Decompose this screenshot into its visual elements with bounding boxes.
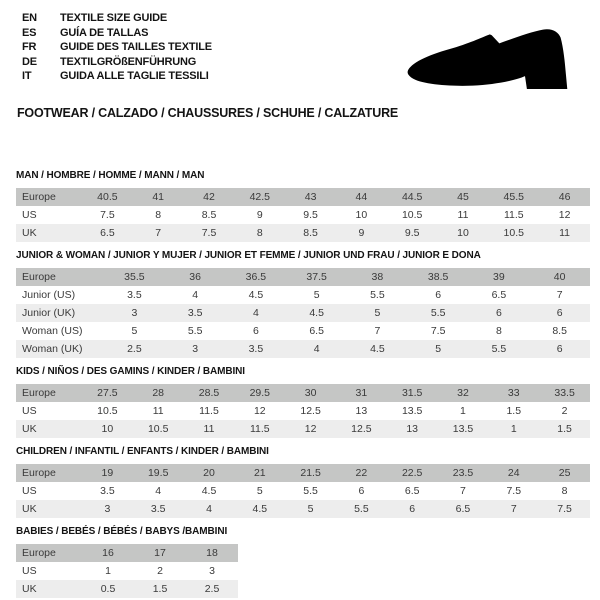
size-cell: 17 [134,544,186,562]
size-cell: 22.5 [387,464,438,482]
size-cell: 7.5 [488,482,539,500]
size-cell: 10 [82,420,133,438]
table-row [16,340,590,358]
size-cell: 2.5 [186,580,238,598]
size-cell: 6.5 [469,286,530,304]
size-cell: 6.5 [82,224,133,242]
size-cell: 28.5 [184,384,235,402]
size-cell: 8.5 [529,322,590,340]
size-cell: 6.5 [387,482,438,500]
size-cell: 21.5 [285,464,336,482]
size-cell: 4.5 [347,340,408,358]
size-cell: 19.5 [133,464,184,482]
size-cell: 13.5 [438,420,489,438]
size-cell: 10.5 [488,224,539,242]
size-cell: 4 [226,304,287,322]
size-cell: 1 [488,420,539,438]
size-cell: 36 [165,268,226,286]
size-cell: 20 [184,464,235,482]
size-cell: 18 [186,544,238,562]
row-label: Junior (UK) [16,304,104,322]
row-label: US [16,402,82,420]
size-cell: 25 [539,464,590,482]
size-cell: 27.5 [82,384,133,402]
language-code: EN [22,12,37,25]
size-cell: 5 [104,322,165,340]
row-label: Woman (UK) [16,340,104,358]
size-cell: 3 [165,340,226,358]
size-cell: 44.5 [387,188,438,206]
size-cell: 8 [234,224,285,242]
section-title: MAN / HOMBRE / HOMME / MANN / MAN [16,170,205,181]
row-label: Europe [16,544,82,562]
size-cell: 11 [438,206,489,224]
size-cell: 5 [408,340,469,358]
size-cell: 11.5 [184,402,235,420]
size-cell: 4 [165,286,226,304]
shoe-icon [392,14,582,106]
row-label: UK [16,500,82,518]
size-cell: 1 [82,562,134,580]
section-title: CHILDREN / INFANTIL / ENFANTS / KINDER / BAMBINI [16,446,269,457]
language-title: TEXTILGRÖßENFÜHRUNG [60,55,197,68]
size-cell: 12.5 [336,420,387,438]
size-cell: 42.5 [234,188,285,206]
size-cell: 6 [469,304,530,322]
junior-woman-size-table [16,268,590,358]
row-label: Europe [16,464,82,482]
size-cell: 10.5 [82,402,133,420]
section-title: KIDS / NIÑOS / DES GAMINS / KINDER / BAMBINI [16,366,245,377]
size-cell: 5.5 [408,304,469,322]
man-size-table [16,188,590,242]
size-cell: 33.5 [539,384,590,402]
row-label: UK [16,580,82,598]
size-cell: 3.5 [133,500,184,518]
row-label: UK [16,224,82,242]
table-row [16,562,238,580]
size-cell: 6 [336,482,387,500]
size-cell: 3.5 [82,482,133,500]
size-cell: 46 [539,188,590,206]
size-cell: 5.5 [336,500,387,518]
size-cell: 5.5 [285,482,336,500]
size-cell: 3 [186,562,238,580]
table-row [16,286,590,304]
size-cell: 7 [529,286,590,304]
language-title: GUIDE DES TAILLES TEXTILE [60,41,212,54]
size-cell: 32 [438,384,489,402]
size-cell: 9 [234,206,285,224]
size-cell: 5 [347,304,408,322]
table-row [16,206,590,224]
kids-size-table-section [16,366,590,438]
size-cell: 28 [133,384,184,402]
children-size-table-section [16,446,590,518]
size-cell: 4.5 [184,482,235,500]
size-cell: 8 [469,322,530,340]
language-row-es [22,26,212,41]
table-row [16,544,238,562]
size-cell: 40.5 [82,188,133,206]
size-cell: 8.5 [285,224,336,242]
table-row [16,188,590,206]
row-label: Woman (US) [16,322,104,340]
size-cell: 38 [347,268,408,286]
size-cell: 31.5 [387,384,438,402]
table-row [16,580,238,598]
size-cell: 4.5 [234,500,285,518]
row-label: Europe [16,384,82,402]
table-row [16,384,590,402]
size-cell: 11 [133,402,184,420]
language-row-de [22,55,212,70]
babies-size-table [16,544,238,598]
size-cell: 33 [488,384,539,402]
size-cell: 11 [539,224,590,242]
language-title: TEXTILE SIZE GUIDE [60,12,168,25]
size-cell: 11.5 [488,206,539,224]
size-cell: 5 [234,482,285,500]
section-title: BABIES / BEBÉS / BÉBÉS / BABYS /BAMBINI [16,526,228,537]
row-label: US [16,482,82,500]
size-cell: 12.5 [285,402,336,420]
size-cell: 1.5 [134,580,186,598]
language-row-it [22,69,212,84]
language-title: GUÍA DE TALLAS [60,26,149,39]
table-row [16,420,590,438]
size-cell: 38.5 [408,268,469,286]
row-label: US [16,206,82,224]
language-row-en [22,11,212,26]
row-label: Europe [16,188,82,206]
size-cell: 16 [82,544,134,562]
size-cell: 10.5 [133,420,184,438]
size-cell: 1.5 [488,402,539,420]
size-cell: 7.5 [184,224,235,242]
footwear-category-title: FOOTWEAR / CALZADO / CHAUSSURES / SCHUHE / CALZATURE [17,106,399,120]
size-cell: 6 [529,304,590,322]
table-row [16,482,590,500]
size-tables [16,170,590,598]
language-header [22,11,212,84]
size-cell: 44 [336,188,387,206]
size-cell: 3.5 [104,286,165,304]
size-cell: 24 [488,464,539,482]
size-cell: 39 [469,268,530,286]
size-cell: 3.5 [226,340,287,358]
language-title: GUIDA ALLE TAGLIE TESSILI [60,70,209,83]
size-cell: 7.5 [539,500,590,518]
size-cell: 6 [408,286,469,304]
size-cell: 5.5 [165,322,226,340]
row-label: Europe [16,268,104,286]
size-cell: 13 [387,420,438,438]
size-cell: 5 [285,500,336,518]
table-row [16,268,590,286]
size-cell: 6 [226,322,287,340]
size-cell: 36.5 [226,268,287,286]
size-cell: 10 [438,224,489,242]
size-cell: 8.5 [184,206,235,224]
size-cell: 1.5 [539,420,590,438]
size-cell: 30 [285,384,336,402]
size-cell: 6.5 [286,322,347,340]
language-code: FR [22,41,37,54]
size-cell: 6.5 [438,500,489,518]
kids-size-table [16,384,590,438]
row-label: UK [16,420,82,438]
size-cell: 10 [336,206,387,224]
size-cell: 7 [133,224,184,242]
size-cell: 40 [529,268,590,286]
size-cell: 41 [133,188,184,206]
size-cell: 7.5 [408,322,469,340]
size-cell: 43 [285,188,336,206]
size-cell: 4 [286,340,347,358]
size-cell: 6 [529,340,590,358]
size-cell: 35.5 [104,268,165,286]
size-cell: 12 [285,420,336,438]
size-cell: 4.5 [286,304,347,322]
language-code: ES [22,26,37,39]
man-size-table-section [16,170,590,242]
size-cell: 5.5 [469,340,530,358]
size-cell: 7 [438,482,489,500]
size-cell: 2.5 [104,340,165,358]
size-cell: 9.5 [387,224,438,242]
size-cell: 29.5 [234,384,285,402]
size-cell: 45.5 [488,188,539,206]
size-cell: 12 [539,206,590,224]
size-cell: 12 [234,402,285,420]
junior-woman-size-table-section [16,250,590,358]
size-cell: 0.5 [82,580,134,598]
size-cell: 6 [387,500,438,518]
table-row [16,500,590,518]
size-cell: 4 [133,482,184,500]
table-row [16,402,590,420]
size-cell: 3 [82,500,133,518]
size-cell: 13 [336,402,387,420]
size-cell: 1 [438,402,489,420]
size-cell: 8 [133,206,184,224]
language-row-fr [22,40,212,55]
size-cell: 19 [82,464,133,482]
size-cell: 5 [286,286,347,304]
size-cell: 22 [336,464,387,482]
size-cell: 11.5 [234,420,285,438]
size-cell: 3 [104,304,165,322]
size-cell: 42 [184,188,235,206]
babies-size-table-section [16,526,590,598]
size-cell: 45 [438,188,489,206]
table-row [16,464,590,482]
children-size-table [16,464,590,518]
size-cell: 4.5 [226,286,287,304]
size-cell: 3.5 [165,304,226,322]
size-cell: 2 [134,562,186,580]
size-cell: 21 [234,464,285,482]
size-cell: 10.5 [387,206,438,224]
language-code: DE [22,55,37,68]
language-code: IT [22,70,32,83]
table-row [16,224,590,242]
size-cell: 9 [336,224,387,242]
row-label: US [16,562,82,580]
row-label: Junior (US) [16,286,104,304]
table-row [16,322,590,340]
table-row [16,304,590,322]
size-cell: 7 [488,500,539,518]
size-cell: 9.5 [285,206,336,224]
size-cell: 37.5 [286,268,347,286]
size-cell: 4 [184,500,235,518]
size-cell: 31 [336,384,387,402]
size-cell: 5.5 [347,286,408,304]
size-cell: 13.5 [387,402,438,420]
section-title: JUNIOR & WOMAN / JUNIOR Y MUJER / JUNIOR ET FEMME / JUNIOR UND FRAU / JUNIOR E DONA [16,250,481,261]
size-cell: 7.5 [82,206,133,224]
size-cell: 8 [539,482,590,500]
size-cell: 11 [184,420,235,438]
size-cell: 7 [347,322,408,340]
size-cell: 23.5 [438,464,489,482]
size-cell: 2 [539,402,590,420]
